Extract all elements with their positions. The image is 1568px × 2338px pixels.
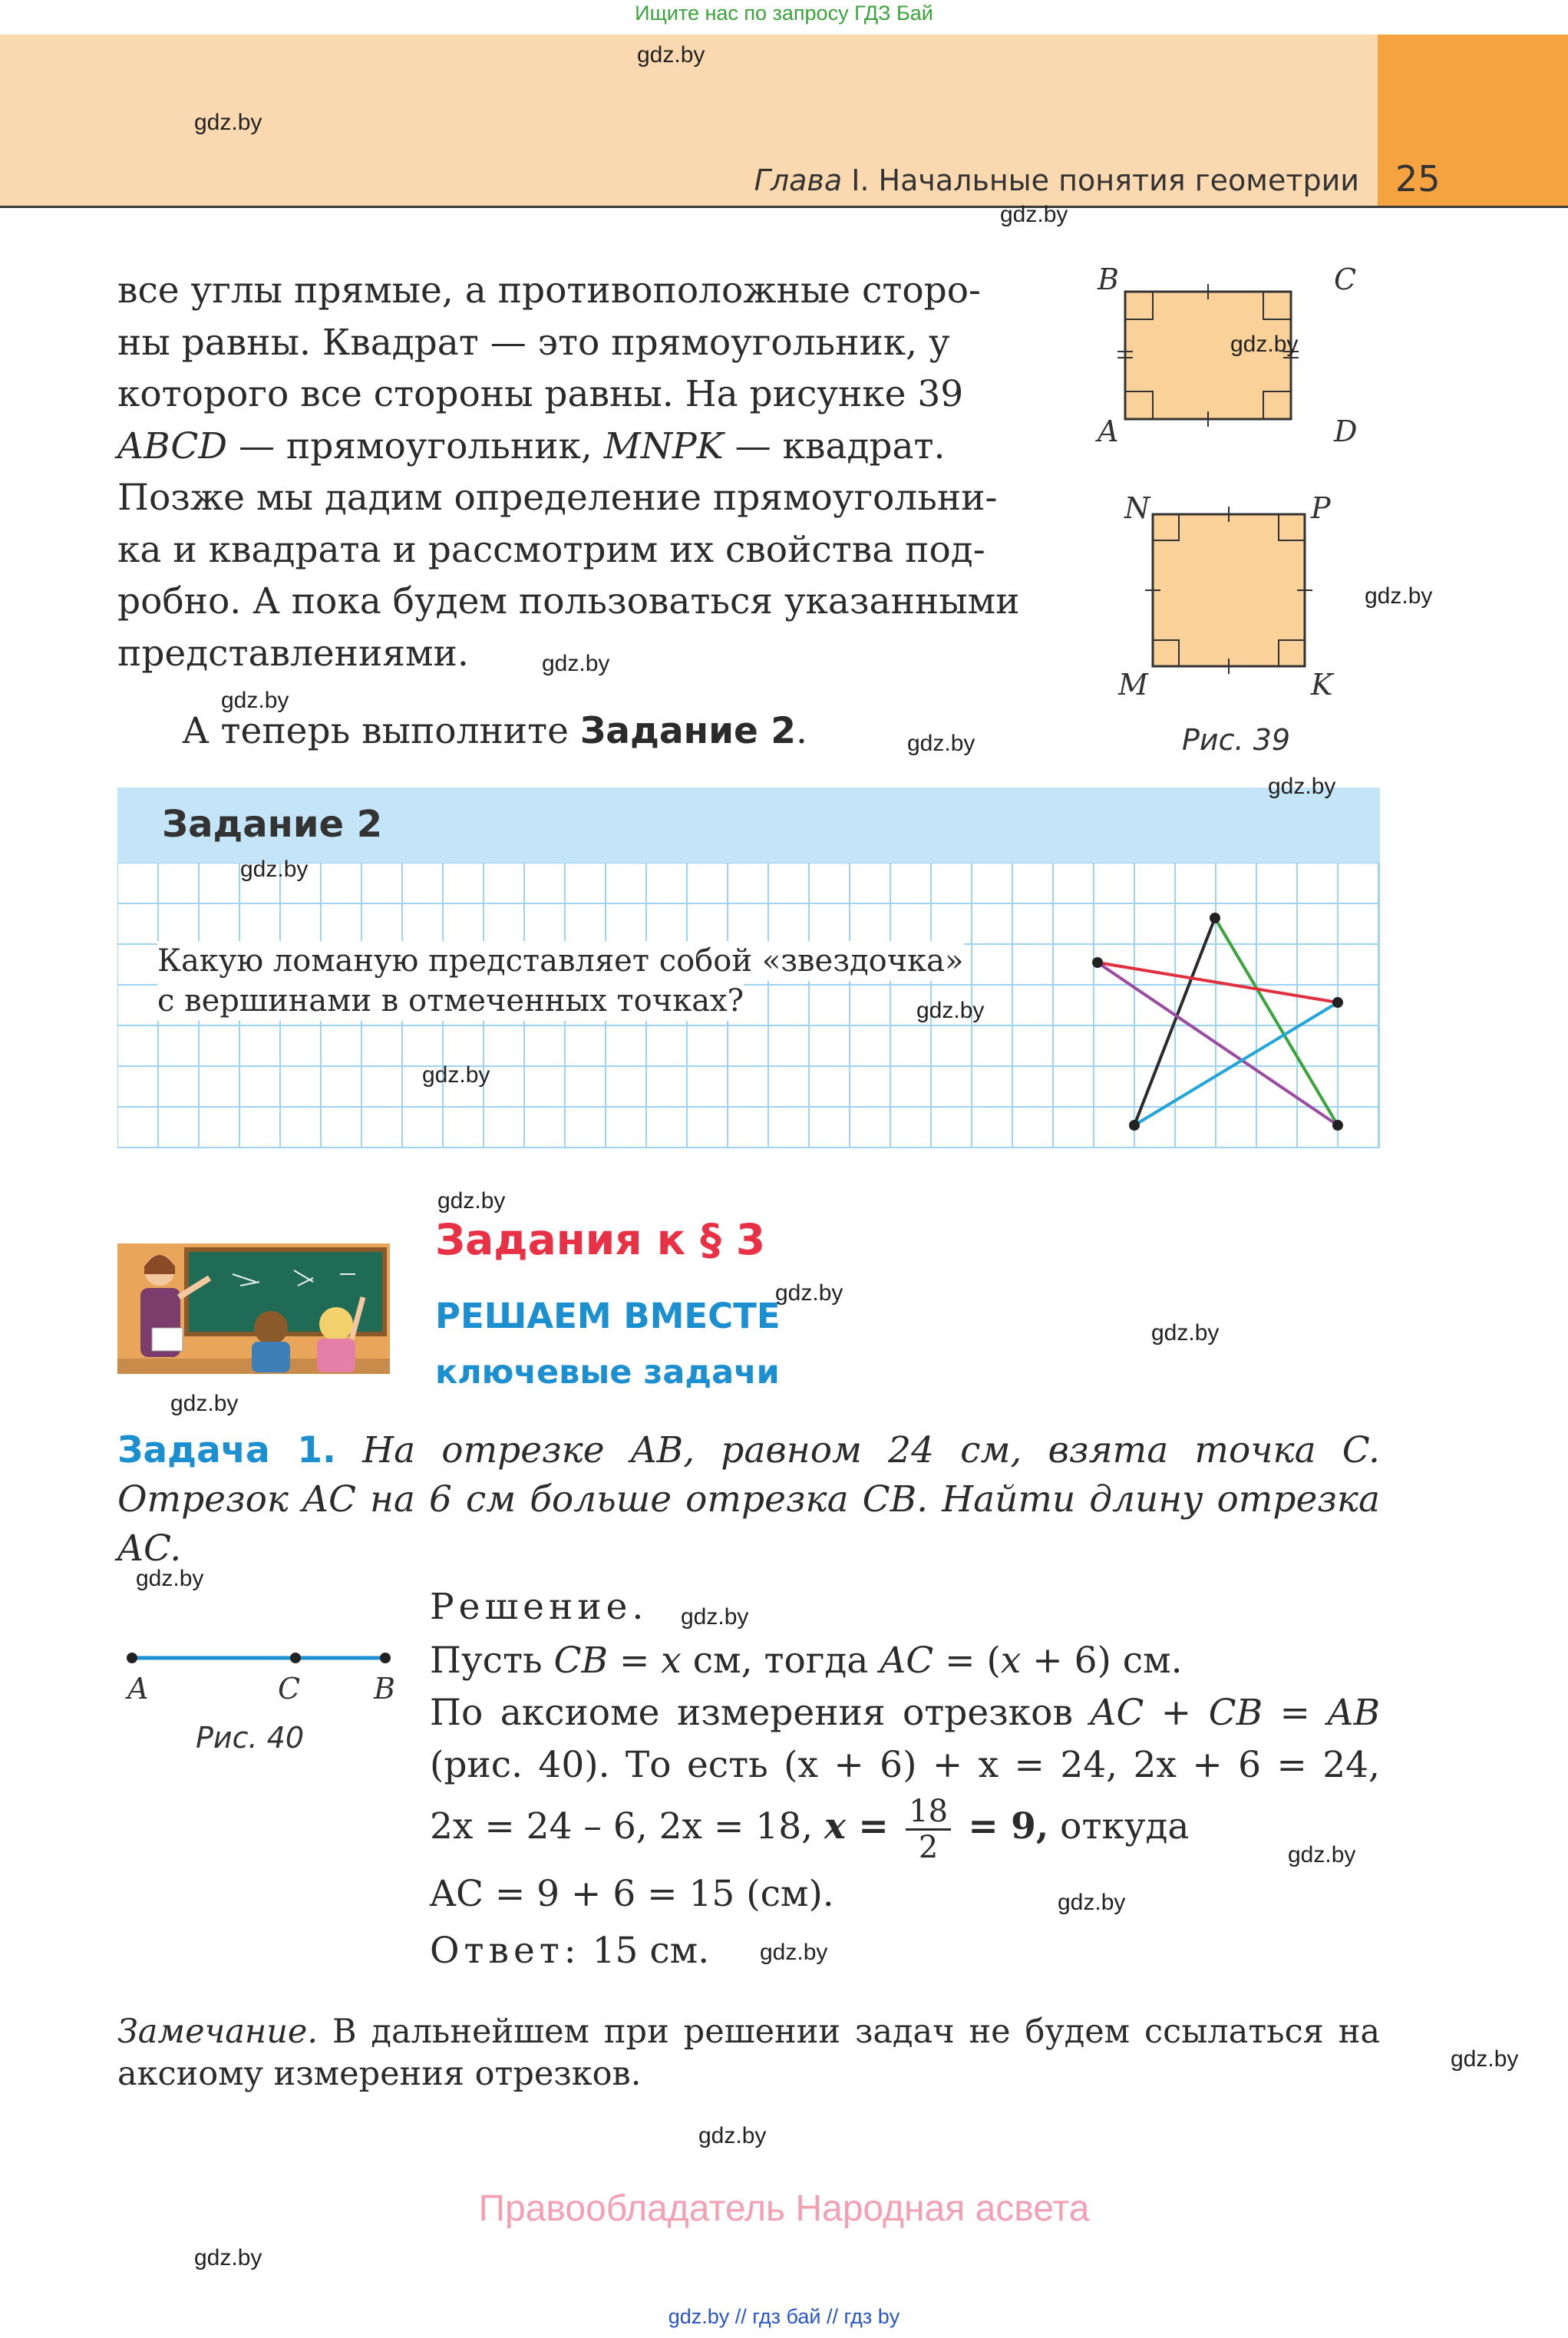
watermark: gdz.by [194,110,262,135]
figure-40 [123,1643,407,1673]
watermark: gdz.by [221,688,289,713]
star-vertex [1129,1120,1140,1131]
watermark: gdz.by [1151,1320,1220,1346]
solution-line-6: AC = 9 + 6 = 15 (см). [430,1873,834,1915]
top-note: Ищите нас по запросу ГДЗ Бай [635,2,933,25]
label-d: D [1334,414,1358,448]
intro-paragraph: все углы прямые, а противоположные сторо- ны равны. Квадрат — это прямоугольник, у которого все стороны равны. На рисунке 39 ABCD — прямоугольник, MNPK — квадрат. Позже мы дадим определение прямоугольни- ка и квадрата и рассмотрим их свойства под- робно. А пока будем пользоваться указанными представлениями. [117,269,1020,675]
figure-40-caption: Рис. 40 [196,1721,305,1755]
label-a: A [1098,414,1119,448]
star-vertex [1092,957,1103,968]
label-k: K [1311,668,1333,702]
watermark: gdz.by [170,1391,239,1416]
solution-heading: Решение. [430,1586,649,1628]
point-a [127,1653,137,1663]
label-b: B [1098,263,1119,296]
label-m: M [1118,668,1148,702]
copyright-owner: Правообладатель Народная асвета [478,2188,1090,2229]
watermark: gdz.by [240,857,309,882]
solution-line-4: (рис. 40). То есть (x + 6) + x = 24, 2x + 6 = 24, [430,1744,1380,1786]
solution-line-3: По аксиоме измерения отрезков AC + CB = AB [430,1692,1380,1734]
star-vertex [1332,997,1343,1008]
watermark: gdz.by [907,731,975,756]
watermark: gdz.by [1230,332,1299,357]
watermark: gdz.by [1000,202,1068,227]
label-c: C [1334,263,1357,296]
label-seg-b: B [374,1672,395,1706]
figure-39-caption: Рис. 39 [1182,723,1291,757]
point-b [380,1653,391,1663]
square-mnpk [1153,514,1305,666]
label-seg-a: A [127,1672,149,1706]
watermark: gdz.by [698,2123,767,2148]
key-tasks-title: ключевые задачи [435,1353,780,1392]
problem-1: Задача 1. На отрезке AB, равном 24 см, взята точка C. Отрезок AC на 6 см больше отрезка CB. Найти длину отрезка AC. [117,1429,1380,1570]
classroom-illustration [117,1243,390,1374]
solution-answer: Ответ: 15 см. [430,1930,710,1972]
task-prompt: А теперь выполните Задание 2. [182,710,807,752]
point-c [290,1653,301,1663]
watermark: gdz.by [1288,1842,1356,1867]
watermark: gdz.by [136,1566,204,1591]
watermark: gdz.by [1451,2046,1519,2072]
watermark: gdz.by [1058,1890,1126,1915]
watermark: gdz.by [1268,774,1336,799]
star-polyline [1077,880,1368,1141]
remark: Замечание. В дальнейшем при решении задач не будем ссылаться на аксиому измерения отрезков. [117,2013,1380,2093]
solve-together-title: РЕШАЕМ ВМЕСТЕ [435,1296,781,1336]
watermark: gdz.by [542,651,610,676]
header-rule [0,206,1568,208]
watermark: gdz.by [422,1062,490,1088]
label-n: N [1124,491,1150,525]
task-2-header [117,788,1380,863]
watermark: gdz.by [194,2245,262,2270]
star-vertex [1332,1120,1343,1131]
watermark: gdz.by [437,1188,506,1214]
solution-line-2: Пусть CB = x см, тогда AC = (x + 6) см. [430,1640,1183,1682]
watermark: gdz.by [916,998,985,1023]
watermark: gdz.by [760,1940,828,1965]
task-2-box [117,788,1380,1148]
task-2-title: Задание 2 [162,803,383,846]
watermark: gdz.by [637,42,705,68]
fraction: $\frac{18}{2}$ [906,1795,951,1864]
label-p: P [1311,491,1331,525]
watermark: gdz.by [681,1604,749,1630]
star-vertex [1210,913,1220,923]
label-seg-c: C [278,1672,301,1706]
chapter-title: Глава I. Начальные понятия геометрии [754,163,1359,197]
footer-links[interactable]: gdz.by // гдз бай // гдз by [668,2305,900,2328]
solution-line-5: 2x = 24 – 6, 2x = 18, x = $\frac{18}{2}$ = 9, откуда [430,1793,1190,1865]
watermark: gdz.by [775,1280,843,1306]
page-number: 25 [1395,158,1441,200]
watermark: gdz.by [1365,583,1433,609]
task-2-question: Какую ломаную представляет собой «звездочка» с вершинами в отмеченных точках? [157,941,964,1021]
section-title: Задания к § 3 [435,1215,766,1264]
